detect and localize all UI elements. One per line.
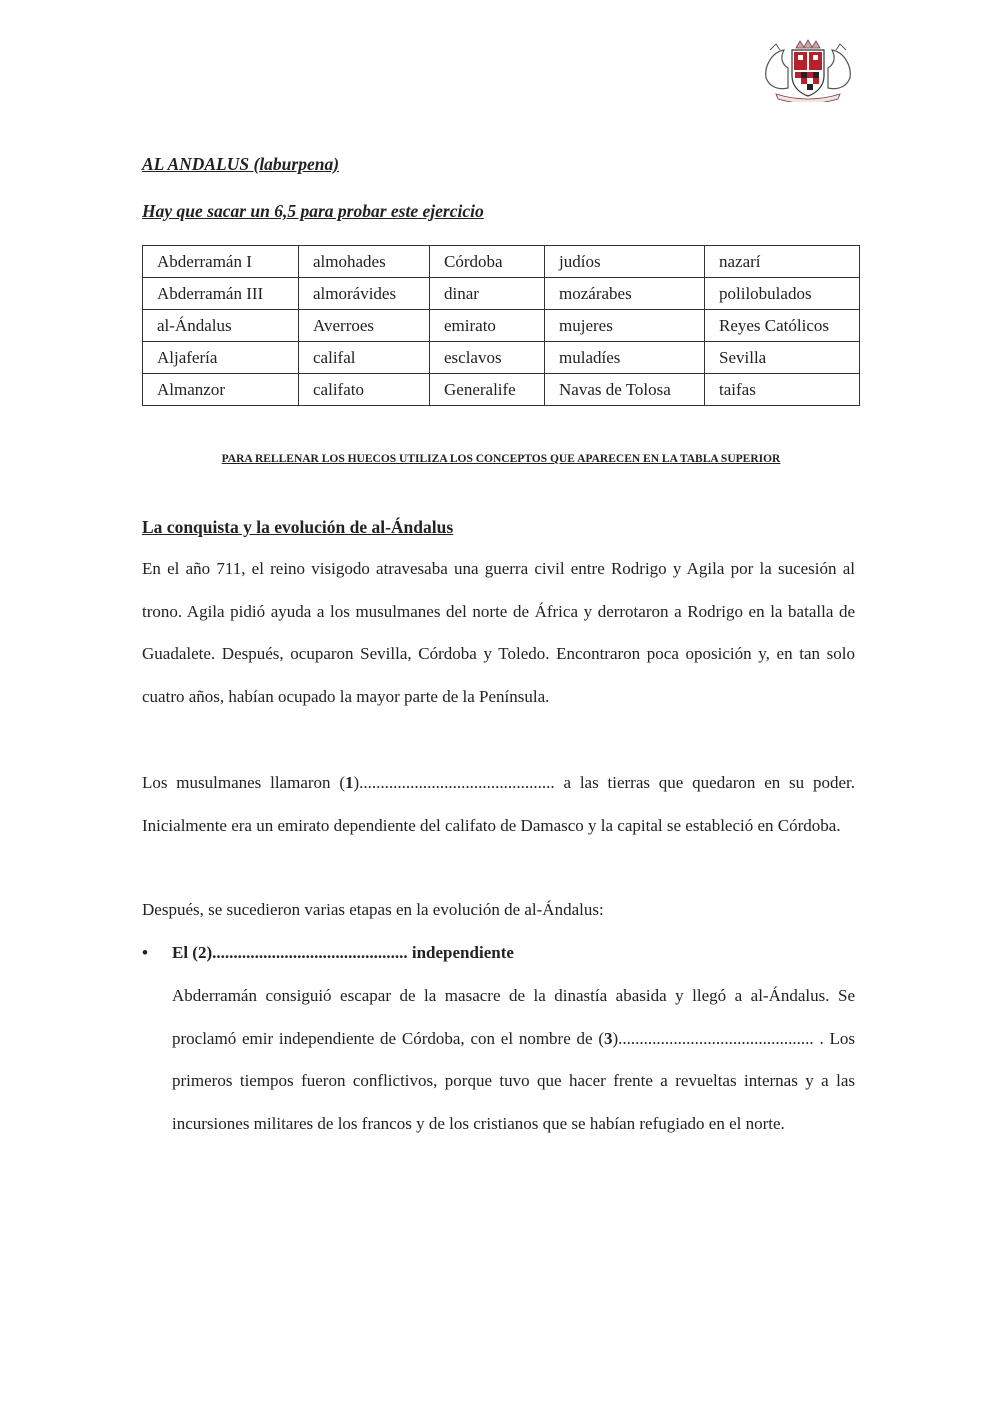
table-cell: Averroes: [299, 310, 430, 342]
paragraph-text: Los musulmanes llamaron (: [142, 773, 345, 792]
table-cell: dinar: [430, 278, 545, 310]
table-cell: Navas de Tolosa: [545, 374, 705, 406]
table-cell: Córdoba: [430, 246, 545, 278]
paragraph-text: ).............................................. . Los primeros tiempos fueron conflictivos, porque tuvo que hacer frente a revueltas internas y a las incursiones militares de los francos y de los cristianos que se habían refugiado en el norte.: [172, 1028, 855, 1134]
table-cell: muladíes: [545, 342, 705, 374]
table-cell: almohades: [299, 246, 430, 278]
table-cell: mujeres: [545, 310, 705, 342]
table-cell: Abderramán I: [143, 246, 299, 278]
table-cell: almorávides: [299, 278, 430, 310]
table-cell: Generalife: [430, 374, 545, 406]
table-cell: taifas: [705, 374, 860, 406]
table-cell: nazarí: [705, 246, 860, 278]
section-title: La conquista y la evolución de al-Ándalus: [142, 517, 454, 537]
bullet-heading: [142, 932, 514, 975]
table-cell: Abderramán III: [143, 278, 299, 310]
table-cell: polilobulados: [705, 278, 860, 310]
table-cell: Aljafería: [143, 342, 299, 374]
coat-of-arms-icon: [762, 38, 854, 102]
table-cell: Reyes Católicos: [705, 310, 860, 342]
table-cell: emirato: [430, 310, 545, 342]
word-bank-table: [142, 245, 860, 406]
paragraph-text: Abderramán consiguió escapar de la masacre de la dinastía abasida y llegó a al-Ándalus. Se proclamó emir independiente de Córdoba, con el nombre de (: [172, 986, 855, 1048]
paragraph-text: ).............................................. a las tierras que quedaron en su poder. Inicialmente era un emirato dependiente del califato de Damasco y la capital se estableció en Córdoba.: [142, 773, 855, 835]
page-subtitle: Hay que sacar un 6,5 para probar este ejercicio: [142, 201, 484, 221]
table-cell: califal: [299, 342, 430, 374]
table-row: [143, 342, 860, 374]
table-cell: esclavos: [430, 342, 545, 374]
paragraph: Después, se sucedieron varias etapas en la evolución de al-Ándalus:: [142, 900, 604, 919]
table-row: [143, 374, 860, 406]
table-row: [143, 246, 860, 278]
table-cell: Sevilla: [705, 342, 860, 374]
table-cell: mozárabes: [545, 278, 705, 310]
blank-number: 3: [604, 1028, 613, 1048]
bullet-heading-text: El (2).............................................. independiente: [172, 943, 514, 962]
table-row: [143, 310, 860, 342]
blank-number: 1: [345, 773, 354, 792]
paragraph-blank-3: [172, 975, 855, 1146]
paragraph: En el año 711, el reino visigodo atravesaba una guerra civil entre Rodrigo y Agila por la sucesión al trono. Agila pidió ayuda a los musulmanes del norte de África y derrotaron a Rodrigo en la batalla de Guadalete. Después, ocuparon Sevilla, Córdoba y Toledo. Encontraron poca oposición y, en tan solo cuatro años, habían ocupado la mayor parte de la Península.: [142, 559, 855, 707]
table-row: [143, 278, 860, 310]
page-title: AL ANDALUS (laburpena): [142, 154, 340, 174]
bullet-icon: •: [142, 943, 148, 962]
paragraph-blank-1: [142, 762, 855, 847]
table-cell: Almanzor: [143, 374, 299, 406]
table-cell: al-Ándalus: [143, 310, 299, 342]
table-cell: califato: [299, 374, 430, 406]
instruction-text: PARA RELLENAR LOS HUECOS UTILIZA LOS CONCEPTOS QUE APARECEN EN LA TABLA SUPERIOR: [221, 453, 781, 465]
table-cell: judíos: [545, 246, 705, 278]
